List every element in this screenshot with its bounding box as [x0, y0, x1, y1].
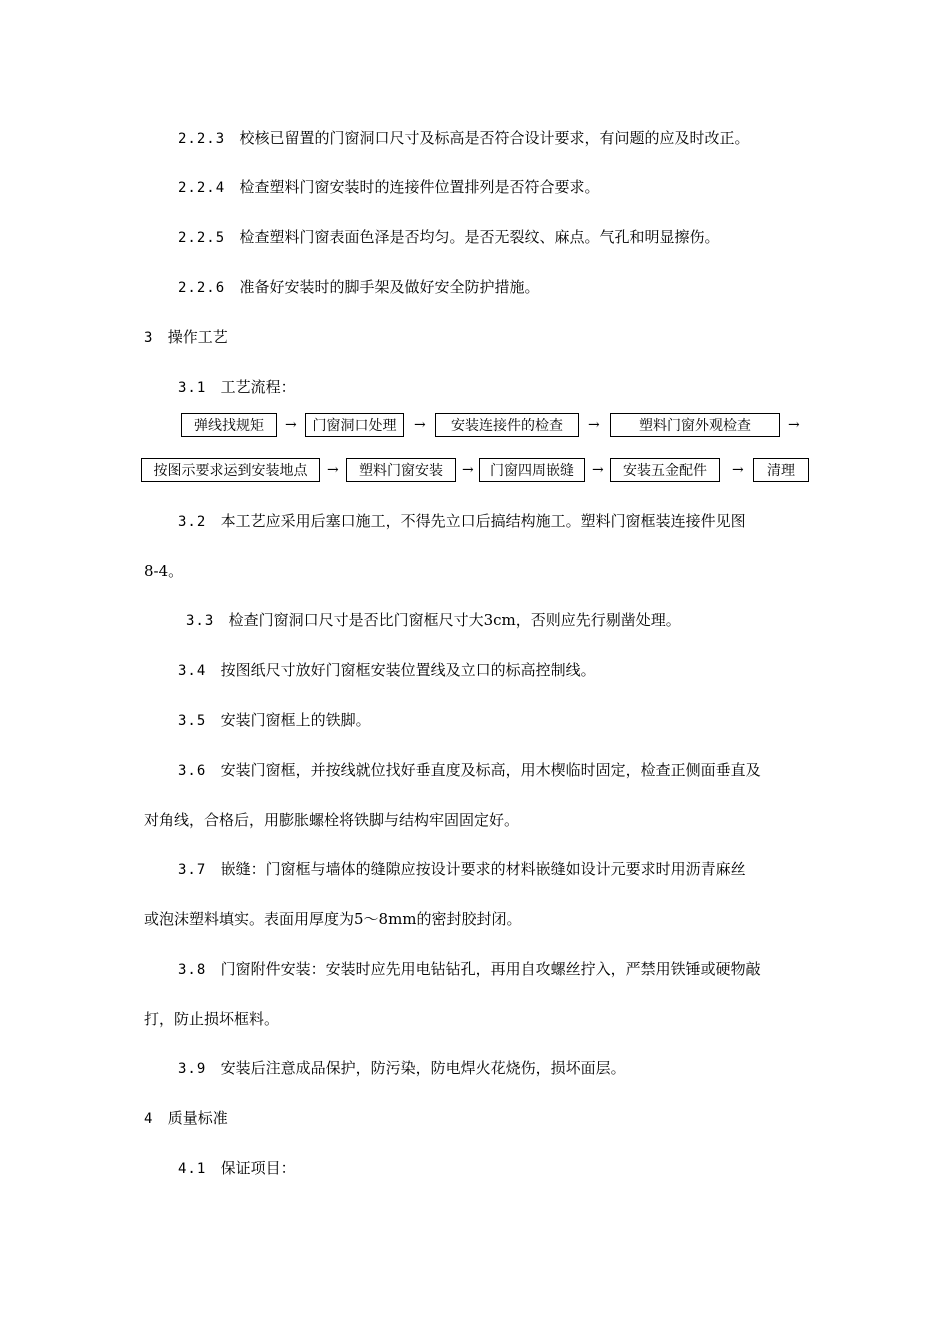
paragraph-3-5: [178, 710, 371, 731]
flow-step-7: 门窗四周嵌缝: [479, 458, 585, 482]
section-number: 3.6: [178, 763, 207, 779]
arrow-icon: →: [462, 462, 474, 478]
paragraph-3-7-continued: 或泡沫塑料填实。表面用厚度为5～8mm的密封胶封闭。: [144, 910, 522, 928]
paragraph-4-1: [178, 1158, 296, 1179]
section-number: 4.1: [178, 1161, 207, 1177]
arrow-icon: →: [588, 417, 600, 433]
section-heading-3: [144, 327, 228, 348]
flow-step-1: 弹线找规矩: [181, 413, 277, 437]
paragraph-text: 按图纸尺寸放好门窗框安装位置线及立口的标高控制线。: [220, 661, 596, 679]
section-number: 3.7: [178, 862, 207, 878]
section-number: 3.2: [178, 514, 207, 530]
section-number: 3.9: [178, 1061, 207, 1077]
paragraph-3-3: [186, 610, 681, 631]
paragraph-3-8-continued: 打，防止损坏框料。: [144, 1010, 280, 1028]
paragraph-text: 安装门窗框，并按线就位找好垂直度及标高，用木楔临时固定，检查正侧面垂直及: [220, 761, 761, 779]
arrow-icon: →: [732, 462, 744, 478]
flow-step-3: 安装连接件的检查: [435, 413, 579, 437]
paragraph-3-2-continued: 8-4。: [144, 562, 184, 580]
flow-step-4: 塑料门窗外观检查: [610, 413, 780, 437]
paragraph-3-8: [178, 959, 761, 980]
paragraph-3-6: [178, 760, 761, 781]
paragraph-text: 检查塑料门窗表面色泽是否均匀。是否无裂纹、麻点。气孔和明显擦伤。: [239, 228, 720, 246]
paragraph-text: 安装后注意成品保护，防污染，防电焊火花烧伤，损坏面层。: [220, 1059, 626, 1077]
paragraph-text: 本工艺应采用后塞口施工，不得先立口后搞结构施工。塑料门窗框装连接件见图: [220, 512, 746, 530]
section-number: 3.8: [178, 962, 207, 978]
section-number: 3.1: [178, 380, 207, 396]
paragraph-2-2-6: [178, 277, 539, 298]
arrow-icon: →: [592, 462, 604, 478]
paragraph-text: 检查门窗洞口尺寸是否比门窗框尺寸大3cm，否则应先行剔凿处理。: [228, 611, 681, 629]
paragraph-2-2-3: [178, 128, 749, 149]
section-number: 2.2.3: [178, 131, 226, 147]
arrow-icon: →: [327, 462, 339, 478]
section-number: 2.2.6: [178, 280, 226, 296]
paragraph-text: 检查塑料门窗安装时的连接件位置排列是否符合要求。: [239, 178, 600, 196]
paragraph-text: 嵌缝：门窗框与墙体的缝隙应按设计要求的材料嵌缝如设计元要求时用沥青麻丝: [220, 860, 746, 878]
arrow-icon: →: [414, 417, 426, 433]
paragraph-text: 门窗附件安装：安装时应先用电钻钻孔，再用自攻螺丝拧入，严禁用铁锤或硬物敲: [220, 960, 761, 978]
section-number: 3.3: [186, 613, 215, 629]
arrow-icon: →: [285, 417, 297, 433]
paragraph-3-7: [178, 859, 746, 880]
paragraph-3-2: [178, 511, 746, 532]
paragraph-3-6-continued: 对角线，合格后，用膨胀螺栓将铁脚与结构牢固固定好。: [144, 811, 520, 829]
section-number: 3.5: [178, 713, 207, 729]
heading-text: 操作工艺: [167, 328, 228, 346]
flow-step-5: 按图示要求运到安装地点: [141, 458, 320, 482]
paragraph-2-2-5: [178, 227, 719, 248]
paragraph-text: 保证项目：: [220, 1159, 296, 1177]
flow-step-6: 塑料门窗安装: [346, 458, 456, 482]
paragraph-3-9: [178, 1058, 626, 1079]
section-heading-4: [144, 1108, 228, 1129]
paragraph-3-1: [178, 377, 296, 398]
arrow-icon: →: [788, 417, 800, 433]
flow-step-9: 清理: [753, 458, 809, 482]
section-number: 3.4: [178, 663, 207, 679]
paragraph-3-4: [178, 660, 596, 681]
section-number: 2.2.5: [178, 230, 226, 246]
paragraph-text: 校核已留置的门窗洞口尺寸及标高是否符合设计要求，有问题的应及时改正。: [239, 129, 750, 147]
flow-step-2: 门窗洞口处理: [305, 413, 404, 437]
paragraph-text: 安装门窗框上的铁脚。: [220, 711, 371, 729]
paragraph-text: 工艺流程：: [220, 378, 296, 396]
section-number: 2.2.4: [178, 180, 226, 196]
section-number: 3: [144, 330, 154, 346]
paragraph-2-2-4: [178, 177, 599, 198]
heading-text: 质量标准: [167, 1109, 228, 1127]
flow-step-8: 安装五金配件: [610, 458, 720, 482]
paragraph-text: 准备好安装时的脚手架及做好安全防护措施。: [239, 278, 540, 296]
section-number: 4: [144, 1111, 154, 1127]
